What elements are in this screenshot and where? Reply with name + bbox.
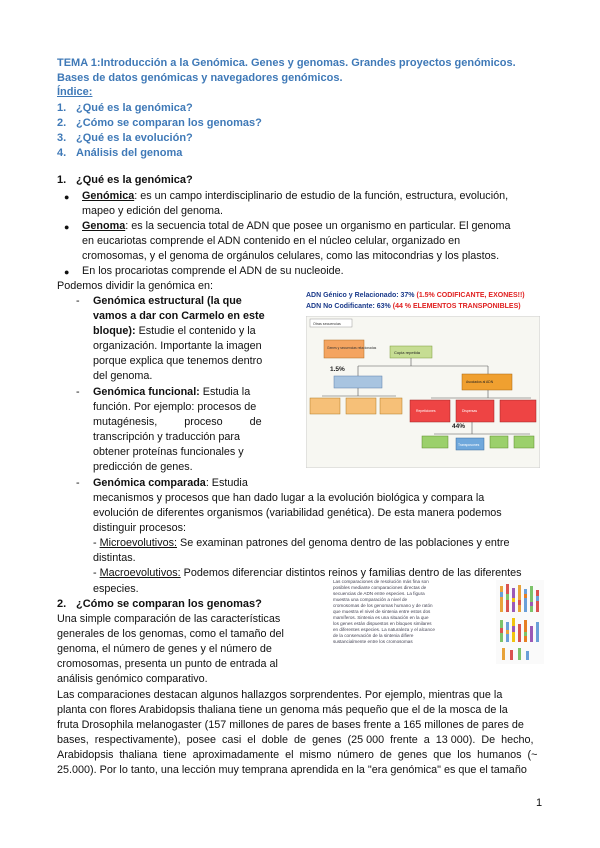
svg-text:Copia repetida: Copia repetida: [394, 350, 421, 355]
bullet-genoma: [82, 219, 544, 264]
comparada-line-4: distinguir procesos:: [93, 522, 187, 535]
caption-line: de la conservación de la sintenia difiere: [333, 633, 414, 638]
title-line-2: Bases de datos genómicas y navegadores genómicos.: [57, 71, 343, 84]
title-line-1: TEMA 1:Introducción a la Genómica. Genes y genomas. Grandes proyectos genómicos.: [57, 57, 516, 69]
section-1-heading: [57, 174, 193, 186]
figure-caption-1: [306, 292, 525, 299]
paragraph-line: Arabidopsis thaliana tiene aproximadamente el mismo número de genes que los humanos (~: [57, 749, 538, 762]
toc-item: [57, 131, 262, 146]
section-number: 1.: [57, 174, 67, 186]
genoma-text: : es la secuencia total de ADN que posee un organismo en particular. El genoma: [125, 220, 511, 232]
genomica-text-2: mapeo y edición del genoma.: [82, 205, 224, 218]
micro-text: Se examinan patrones del genoma dentro de las poblaciones y entre: [177, 537, 510, 550]
caption-line: mamíferos. Sintenia es una situación en la que: [333, 615, 429, 620]
funcional-line-3: mutagénesis, proceso de: [93, 416, 262, 429]
caption-line: sustancialmente entre los cromosomas: [333, 639, 413, 644]
genomica-funcional: [93, 385, 283, 476]
genoma-text-2: en eucariotas comprende el ADN contenido en el núcleo celular, organizado en: [82, 235, 461, 248]
toc-item: [57, 101, 262, 116]
estructural-line-2: vamos a dar con Carmelo en este: [93, 310, 265, 323]
macro-dash: -: [93, 567, 100, 580]
bullet-genomica: [82, 189, 542, 219]
figure-caption-2: [306, 303, 521, 310]
toc-number: 1.: [57, 102, 67, 114]
sec2-line: genoma, el número de genes y el número de: [57, 643, 272, 656]
table-of-contents: [57, 101, 262, 161]
page-number: 1: [536, 797, 543, 809]
document-title: [57, 56, 547, 85]
section-2-text: [57, 612, 321, 687]
caption-1-red: (1.5% CODIFICANTE, EXONES!!): [416, 292, 525, 299]
toc-item: [57, 116, 262, 131]
genome-composition-figure: [296, 292, 540, 468]
caption-line: que muestra el nivel de sintenia entre estos dos: [333, 609, 431, 614]
caption-line: los genes están dispuestos en bloques similares: [333, 621, 432, 626]
toc-item: [57, 146, 262, 161]
svg-text:Transposones: Transposones: [458, 443, 480, 447]
section-title: ¿Cómo se comparan los genomas?: [76, 598, 262, 610]
funcional-line-6: predicción de genes.: [93, 461, 193, 474]
comparada-line-1b: : Estudia: [205, 477, 248, 489]
genoma-text-3: cromosomas, y el genoma de orgánulos celulares, como las mitocondrias y los plastos.: [82, 250, 500, 263]
bullet-icon: ●: [64, 222, 70, 232]
toc-number: 4.: [57, 147, 67, 159]
estructural-line-3a: bloque):: [93, 325, 136, 338]
caption-1-blue: ADN Génico y Relacionado: 37%: [306, 292, 417, 299]
toc-label: Análisis del genoma: [76, 147, 183, 159]
bullet-icon: ●: [64, 192, 70, 202]
toc-number: 2.: [57, 117, 67, 129]
caption-line: posibles mediante comparaciones directas de: [333, 585, 427, 590]
term-genomica: Genómica: [82, 190, 135, 202]
estructural-line-4: organización. Importante la imagen: [93, 340, 262, 353]
section-number: 2.: [57, 598, 67, 610]
toc-label: ¿Cómo se comparan los genomas?: [76, 117, 262, 129]
section-2-heading: [57, 597, 262, 612]
macro-text-2: especies.: [93, 582, 139, 595]
synteny-figure-caption: [333, 579, 493, 651]
toc-number: 3.: [57, 132, 67, 144]
chromosome-synteny-image: [496, 580, 544, 664]
micro-text-2: distintas.: [93, 552, 136, 565]
caption-2-red: (44 % ELEMENTOS TRANSPONIBLES): [392, 303, 521, 310]
micro-term: Microevolutivos:: [99, 537, 178, 550]
genome-tree-diagram: [306, 316, 540, 468]
funcional-line-4: transcripción y traducción para: [93, 431, 241, 444]
svg-text:1.5%: 1.5%: [330, 366, 345, 373]
bullet-icon: ●: [64, 267, 70, 277]
paragraph-line: Las comparaciones destacan algunos hallazgos sorprendentes. Por ejemplo, mientras que la: [57, 689, 503, 701]
estructural-line-3b: Estudie el contenido y la: [135, 325, 256, 338]
svg-text:Repeticiones: Repeticiones: [416, 409, 436, 413]
svg-text:Genes y secuencias relacionada: Genes y secuencias relacionadas: [327, 346, 377, 350]
dash: -: [76, 477, 80, 489]
caption-line: cromosomas de los genomas humano y de ratón: [333, 603, 433, 608]
funcional-term: Genómica funcional:: [93, 386, 200, 398]
genomica-estructural: [93, 294, 285, 385]
toc-label: ¿Qué es la evolución?: [76, 132, 193, 144]
dividir-text: Podemos dividir la genómica en:: [57, 280, 214, 292]
svg-text:Dispersas: Dispersas: [462, 409, 478, 413]
genomica-text: : es un campo interdisciplinario de estudio de la función, estructura, evolución,: [134, 190, 509, 202]
comparada-term: Genómica comparada: [93, 477, 206, 489]
funcional-line-2: función. Por ejemplo: procesos de: [93, 401, 257, 414]
paragraph-line: fruta Drosophila melanogaster (157 millones de pares de bases frente a 165 millones de pares de: [57, 719, 524, 732]
index-heading: Índice:: [57, 85, 93, 98]
dash: -: [76, 386, 80, 398]
toc-label: ¿Qué es la genómica?: [76, 102, 193, 114]
sec2-line: Una simple comparación de las características: [57, 613, 281, 625]
svg-text:Otras secuencias: Otras secuencias: [313, 322, 341, 326]
section-title: ¿Qué es la genómica?: [76, 174, 193, 186]
caption-line: secuencias de ADN entre especies. La figura: [333, 591, 425, 596]
comparada-line-3: evolución de diferentes organismos (variabilidad genética). De esta manera podemos: [93, 507, 502, 520]
paragraph-line: bases, respectivamente), posee casi el doble de genes (25 000 frente a 13 000). De hecho,: [57, 734, 534, 747]
micro-dash: -: [93, 537, 100, 550]
genomica-comparada-heading: [93, 476, 283, 491]
term-genoma: Genoma: [82, 220, 126, 232]
caption-line: muestra una comparación a nivel de: [333, 597, 408, 602]
caption-line: Las comparaciones de resolución más fina son: [333, 579, 429, 584]
caption-line: en diferentes especies. La naturaleza y el alcance: [333, 627, 435, 632]
macro-text: Podemos diferenciar distintos reinos y familias dentro de las diferentes: [180, 567, 522, 580]
funcional-line-1b: Estudia la: [199, 386, 251, 398]
sec2-line: generales de los genomas, como el tamaño del: [57, 628, 284, 641]
funcional-line-5: obtener proteínas funcionales y: [93, 446, 244, 459]
svg-text:44%: 44%: [452, 423, 466, 430]
comparison-paragraph: [57, 688, 545, 779]
paragraph-line: planta con flores Arabidopsis thaliana tiene un genoma más pequeño que el de la mosca de la: [57, 704, 508, 717]
svg-text:Asociados al ADN: Asociados al ADN: [466, 380, 494, 384]
sec2-line: cromosomas, presenta un punto de entrada al: [57, 658, 278, 671]
estructural-line-1: Genómica estructural (la que: [93, 295, 242, 307]
sec2-line: análisis genómico comparativo.: [57, 673, 208, 686]
macro-term: Macroevolutivos:: [99, 567, 181, 580]
estructural-line-6: del genoma.: [93, 370, 153, 383]
dash: -: [76, 295, 80, 307]
paragraph-line: 25.000). Por lo tanto, una lección muy temprana aprendida en la "era genómica" es que el tamaño: [57, 764, 527, 777]
bullet-procariotas: En los procariotas comprende el ADN de su nucleoide.: [82, 265, 344, 277]
estructural-line-5: porque explica que tenemos dentro: [93, 355, 263, 368]
caption-2-blue: ADN No Codificante: 63%: [306, 303, 393, 310]
comparada-line-2: mecanismos y procesos que han dado lugar a la evolución biológica y compara la: [93, 492, 485, 504]
